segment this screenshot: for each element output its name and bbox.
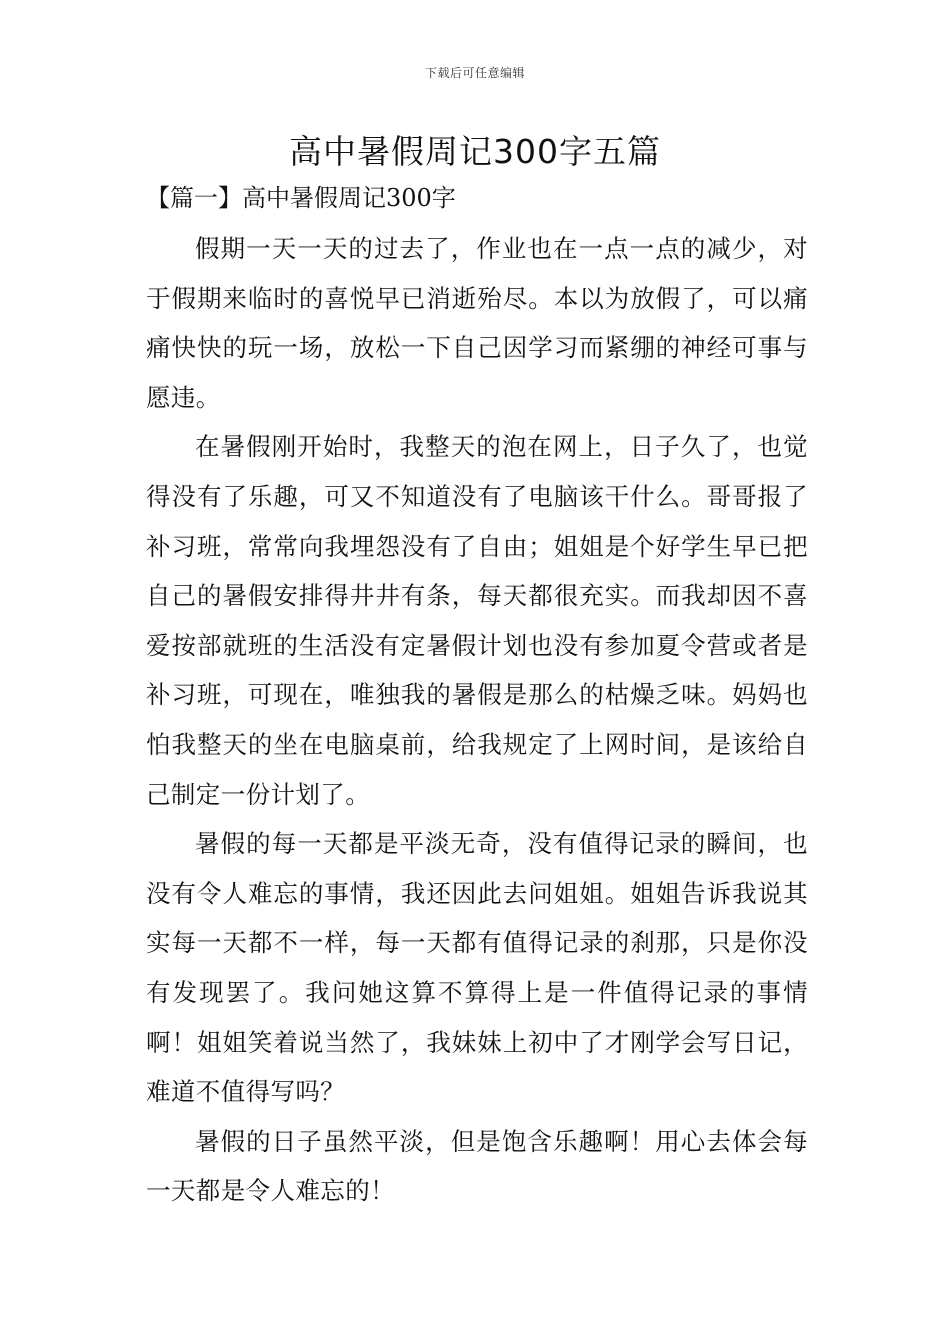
- header-note: 下载后可任意编辑: [424, 66, 525, 80]
- document-title: 高中暑假周记300字五篇: [289, 132, 661, 171]
- paragraph: 假期一天一天的过去了，作业也在一点一点的减少，对于假期来临时的喜悦早已消逝殆尽。本以为放假了，可以痛痛快快的玩一场，放松一下自己因学习而紧绷的神经可事与愿违。: [146, 234, 808, 412]
- section-heading: 【篇一】高中暑假周记300字: [146, 184, 456, 212]
- paragraph: 暑假的每一天都是平淡无奇，没有值得记录的瞬间，也没有令人难忘的事情，我还因此去问姐姐。姐姐告诉我说其实每一天都不一样，每一天都有值得记录的刹那，只是你没有发现罢了。我问她这算不算得上是一件值得记录的事情啊！姐姐笑着说当然了，我妹妹上初中了才刚学会写日记，难道不值得写吗？: [146, 829, 808, 1107]
- paragraph: 在暑假刚开始时，我整天的泡在网上，日子久了，也觉得没有了乐趣，可又不知道没有了电脑该干什么。哥哥报了补习班，常常向我埋怨没有了自由；姐姐是个好学生早已把自己的暑假安排得井井有条，每天都很充实。而我却因不喜爱按部就班的生活没有定暑假计划也没有参加夏令营或者是补习班，可现在，唯独我的暑假是那么的枯燥乏味。妈妈也怕我整天的坐在电脑桌前，给我规定了上网时间，是该给自己制定一份计划了。: [146, 432, 808, 809]
- document-body: [146, 178, 808, 1216]
- paragraph: 暑假的日子虽然平淡，但是饱含乐趣啊！用心去体会每一天都是令人难忘的！: [146, 1126, 808, 1206]
